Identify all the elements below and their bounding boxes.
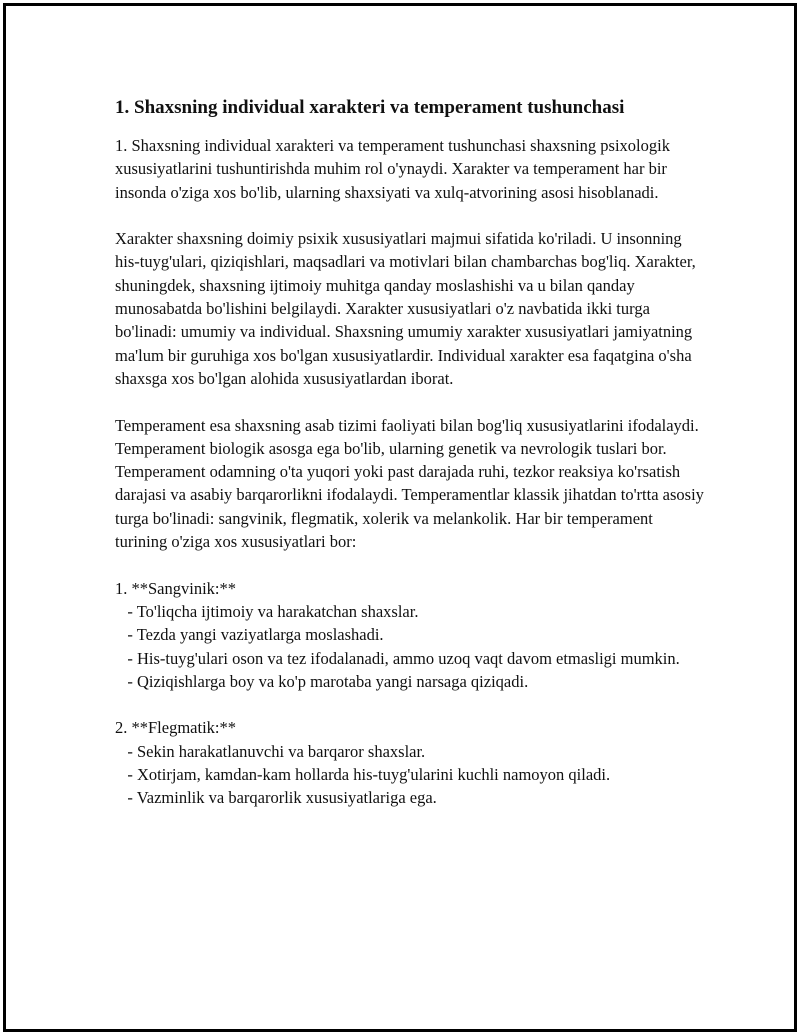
document-content (115, 96, 705, 833)
list-title: 1. **Sangvinik:** (115, 578, 237, 598)
list-item: - His-tuyg'ulari oson va tez ifodalanadi, ammo uzoq vaqt davom etmasligi mumkin. (115, 648, 680, 668)
list-title: 2. **Flegmatik:** (115, 718, 236, 738)
paragraph-character: Xarakter shaxsning doimiy psixik xususiyatlari majmui sifatida ko'riladi. U insonning his-tuyg'ulari, qiziqishlari, maqsadlari va motivlari bilan chambarchas bog'liq. Xarakter, shuningdek, shaxsning ijtimoiy muhitga qanday moslashishi va u bilan qanday munosabatda bo'lishini belgilaydi. Xarakter xususiyatlari o'z navbatida ikki turga bo'linadi: umumiy va individual. Shaxsning umumiy xarakter xususiyatlari jamiyatning ma'lum bir guruhiga xos bo'lgan xususiyatlardir. Individual xarakter esa faqatgina o'sha shaxsga xos bo'lgan alohida xususiyatlardan iborat. (115, 229, 696, 388)
temperament-type-sangvinik (115, 577, 705, 693)
list-item: - Tezda yangi vaziyatlarga moslashadi. (115, 625, 384, 645)
list-item: - Sekin harakatlanuvchi va barqaror shaxslar. (115, 741, 426, 761)
trait-list (115, 740, 705, 810)
list-item: - Qiziqishlarga boy va ko'p marotaba yangi narsaga qiziqadi. (115, 671, 529, 691)
paragraph-intro: 1. Shaxsning individual xarakteri va temperament tushunchasi shaxsning psixologik xususiyatlarini tushuntirishda muhim rol o'ynaydi. Xarakter va temperament har bir insonda o'ziga xos bo'lib, ularning shaxsiyati va xulq-atvorining asosi hisoblanadi. (115, 136, 670, 202)
trait-list (115, 600, 705, 693)
paragraph-temperament: Temperament esa shaxsning asab tizimi faoliyati bilan bog'liq xususiyatlarini ifodalaydi. Temperament biologik asosga ega bo'lib, ularning genetik va nevrologik tuslari bor. Temperament odamning o'ta yuqori yoki past darajada ruhi, tezkor reaksiya ko'rsatish darajasi va asabiy barqarorlikni ifodalaydi. Temperamentlar klassik jihatdan to'rtta asosiy turga bo'linadi: sangvinik, flegmatik, xolerik va melankolik. Har bir temperament turining o'ziga xos xususiyatlari bor: (115, 415, 704, 552)
list-item: - To'liqcha ijtimoiy va harakatchan shaxslar. (115, 601, 419, 621)
list-item: - Xotirjam, kamdan-kam hollarda his-tuyg'ularini kuchli namoyon qiladi. (115, 765, 611, 785)
temperament-type-flegmatik (115, 716, 705, 809)
list-item: - Vazminlik va barqarorlik xususiyatlariga ega. (115, 788, 437, 808)
document-heading: 1. Shaxsning individual xarakteri va temperament tushunchasi (115, 97, 625, 118)
